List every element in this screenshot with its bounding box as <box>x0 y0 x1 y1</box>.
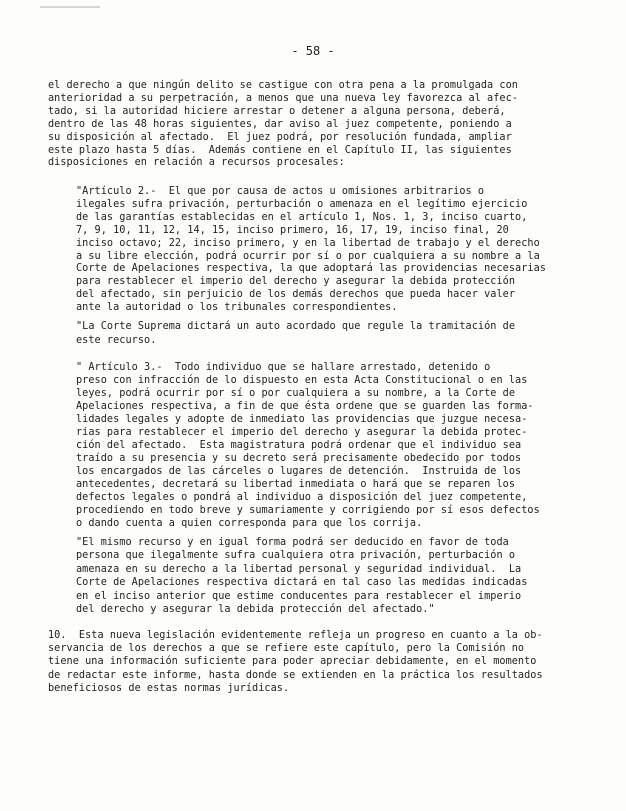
text-line: a su libre elección, podrá ocurrir por sí o por cualquiera a su nombre a la <box>76 250 540 262</box>
text-line: disposiciones en relación a recursos procesales: <box>48 157 345 169</box>
text-line: este plazo hasta 5 días. Además contiene en el Capítulo II, las siguientes <box>48 144 512 156</box>
text-line: ilegales sufra privación, perturbación o amenaza en el legítimo ejercicio <box>76 198 528 210</box>
page-number: - 58 - <box>291 44 335 58</box>
text-line: de las garantías establecidas en el artículo 1, Nos. 1, 3, inciso cuarto, <box>76 211 528 223</box>
text-line: antecedentes, decretará su libertad inmediata o hará que se reparen los <box>76 479 516 490</box>
text-line: "Artículo 2.- El que por causa de actos u omisiones arbitrarios o <box>76 186 485 197</box>
text-line: "La Corte Suprema dictará un auto acordado que regule la tramitación de <box>76 321 516 332</box>
text-line: de redactar este informe, hasta donde se extienden en la práctica los resultados <box>48 669 543 681</box>
text-line: anterioridad a su perpetración, a menos que una nueva ley favorezca al afec- <box>48 92 518 104</box>
text-line: del afectado, sin perjuicio de los demás derechos que pueda hacer valer <box>76 289 516 301</box>
text-line: tado, si la autoridad hiciere arrestar o detener a alguna persona, deberá, <box>48 105 506 117</box>
text-line: traído a su presencia y su decreto será precisamente obedecido por todos <box>76 453 522 464</box>
text-line: en el inciso anterior que estime conducentes para restablecer el imperio <box>76 590 522 602</box>
text-line: del derecho y asegurar la debida protección del afectado." <box>76 604 435 615</box>
text-line: 7, 9, 10, 11, 12, 14, 15, inciso primero, 16, 17, 19, inciso final, 20 <box>76 224 509 236</box>
text-line: beneficiosos de estas normas jurídicas. <box>48 682 290 694</box>
text-line: " Artículo 3.- Todo individuo que se hallare arrestado, detenido o <box>76 362 491 373</box>
text-line: inciso octavo; 22, inciso primero, y en la libertad de trabajo y el derecho <box>76 237 540 249</box>
text-line: este recurso. <box>76 334 157 346</box>
text-line: leyes, podrá ocurrir por sí o por cualquiera a su nombre, a la Corte de <box>76 388 516 399</box>
text-line: el derecho a que ningún delito se castigue con otra pena a la promulgada con <box>48 80 518 91</box>
text-line: 10. Esta nueva legislación evidentemente refleja un progreso en cuanto a la ob- <box>48 630 543 641</box>
text-line: rias para restablecer el imperio del derecho y asegurar la debida protec- <box>76 427 528 438</box>
text-line: para restablecer el imperio del derecho y asegurar la debida protección <box>76 276 516 288</box>
text-line: procediendo en todo breve y sumariamente y corrigiendo por sí esos defectos <box>76 505 540 516</box>
text-line: ción del afectado. Esta magistratura podrá ordenar que el individuo sea <box>76 440 522 451</box>
scan-mark <box>40 6 100 8</box>
text-line: su disposición al afectado. El juez podrá, por resolución fundada, ampliar <box>48 131 512 143</box>
text-line: o dando cuenta a quien corresponda para que los corrija. <box>76 518 423 529</box>
text-line: dentro de las 48 horas siguientes, dar aviso al juez competente, poniendo a <box>48 118 512 130</box>
text-line: lidades legales y adopte de inmediato las providencias que juzgue necesa- <box>76 414 528 425</box>
text-line: amenaza en su derecho a la libertad personal y seguridad individual. La <box>76 563 522 575</box>
text-line: Corte de Apelaciones respectiva, la que adoptará las providencias necesarias <box>76 263 546 275</box>
text-line: Apelaciones respectiva, a fin de que ésta ordene que se guarden las forma- <box>76 401 534 412</box>
text-line: preso con infracción de lo dispuesto en esta Acta Constitucional o en las <box>76 375 528 386</box>
text-line: defectos legales o pondrá al individuo a disposición del juez competente, <box>76 492 528 503</box>
text-line: los encargados de las cárceles o lugares de detención. Instruida de los <box>76 466 522 477</box>
text-line: "El mismo recurso y en igual forma podrá ser deducido en favor de toda <box>76 537 509 548</box>
text-line: persona que ilegalmente sufra cualquiera otra privación, perturbación o <box>76 550 516 562</box>
text-line: Corte de Apelaciones respectiva dictará en tal caso las medidas indicadas <box>76 577 528 589</box>
text-line: servancia de los derechos a que se refiere este capítulo, pero la Comisión no <box>48 643 525 655</box>
text-line: ante la autoridad o los tribunales correspondientes. <box>76 302 398 314</box>
text-line: tiene una información suficiente para poder apreciar debidamente, en el momento <box>48 656 537 668</box>
